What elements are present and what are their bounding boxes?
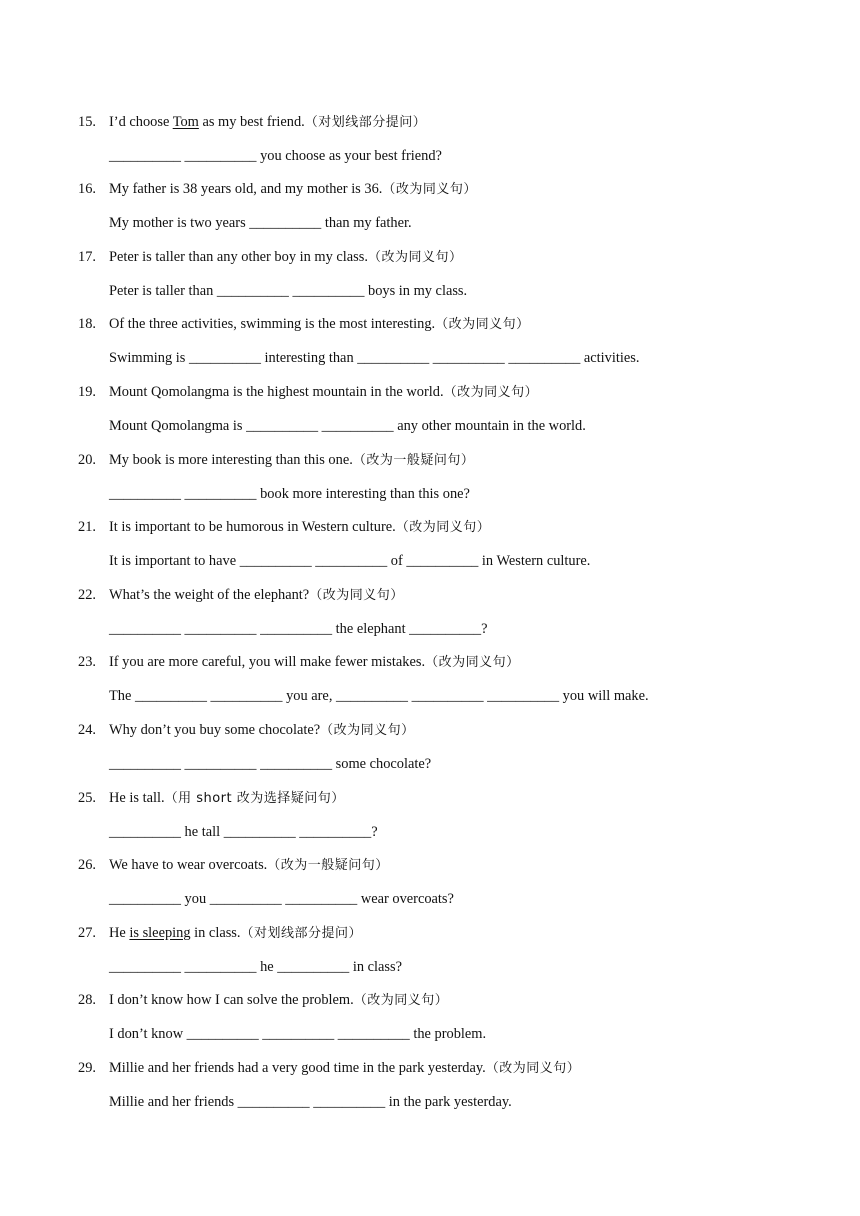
question-prompt: He is tall.（用 short 改为选择疑问句） [109,790,345,806]
question-prompt: Why don’t you buy some chocolate?（改为同义句） [109,722,415,738]
question-number: 19. [78,384,96,400]
answer-line: It is important to have __________ __________ of __________ in Western culture. [109,553,591,569]
question-prompt: I don’t know how I can solve the problem.（改为同义句） [109,992,449,1008]
question-number: 27. [78,925,96,941]
answer-line: __________ __________ you choose as your best friend? [109,148,442,164]
question-prompt: What’s the weight of the elephant?（改为同义句） [109,587,404,603]
answer-line: __________ __________ __________ some chocolate? [109,756,432,772]
answer-line: __________ __________ book more interesting than this one? [109,486,470,502]
question-number: 21. [78,519,96,535]
underlined-phrase: is sleeping [129,925,191,941]
answer-line: Swimming is __________ interesting than __________ __________ __________ activities. [109,350,640,366]
answer-line: My mother is two years __________ than my father. [109,215,412,231]
question-prompt: If you are more careful, you will make fewer mistakes.（改为同义句） [109,654,520,670]
question-number: 24. [78,722,96,738]
answer-line: Mount Qomolangma is __________ __________ any other mountain in the world. [109,418,586,434]
question-number: 15. [78,114,96,130]
instruction-note: （改为同义句） [395,520,491,535]
question-prompt: My father is 38 years old, and my mother is 36.（改为同义句） [109,181,477,197]
instruction-note: （改为同义句） [425,655,520,670]
answer-line: The __________ __________ you are, __________ __________ __________ you will make. [109,688,649,704]
question-prompt: He is sleeping in class.（对划线部分提问） [109,925,363,941]
instruction-note: （改为同义句） [443,385,539,400]
instruction-note: （改为同义句） [382,182,477,197]
instruction-note: （用 short 改为选择疑问句） [164,791,345,806]
instruction-note: （改为一般疑问句） [352,453,475,468]
instruction-note: （对划线部分提问） [240,926,363,941]
question-number: 17. [78,249,96,265]
question-number: 28. [78,992,96,1008]
answer-line: __________ __________ he __________ in class? [109,959,402,975]
instruction-note: （对划线部分提问） [304,115,427,130]
answer-line: Millie and her friends __________ __________ in the park yesterday. [109,1094,512,1110]
answer-line: __________ he tall __________ __________? [109,824,378,840]
question-prompt: Of the three activities, swimming is the most interesting.（改为同义句） [109,316,530,332]
answer-line: Peter is taller than __________ __________ boys in my class. [109,283,468,299]
question-number: 18. [78,316,96,332]
question-prompt: I’d choose Tom as my best friend.（对划线部分提问） [109,114,427,130]
question-prompt: Peter is taller than any other boy in my class.（改为同义句） [109,249,463,265]
instruction-note: （改为同义句） [353,993,449,1008]
question-number: 20. [78,452,96,468]
question-number: 16. [78,181,96,197]
instruction-note: （改为同义句） [435,317,530,332]
question-number: 25. [78,790,96,806]
question-prompt: Mount Qomolangma is the highest mountain in the world.（改为同义句） [109,384,539,400]
question-prompt: Millie and her friends had a very good time in the park yesterday.（改为同义句） [109,1060,581,1076]
answer-line: __________ you __________ __________ wear overcoats? [109,891,454,907]
answer-line: I don’t know __________ __________ __________ the problem. [109,1026,487,1042]
instruction-note: （改为同义句） [485,1061,581,1076]
underlined-phrase: Tom [172,114,199,130]
instruction-note: （改为同义句） [367,250,463,265]
question-prompt: It is important to be humorous in Western culture.（改为同义句） [109,519,491,535]
question-number: 29. [78,1060,96,1076]
question-prompt: My book is more interesting than this one.（改为一般疑问句） [109,452,475,468]
question-prompt: We have to wear overcoats.（改为一般疑问句） [109,857,389,873]
answer-line: __________ __________ __________ the elephant __________? [109,621,488,637]
instruction-note: （改为同义句） [309,588,404,603]
instruction-note: （改为同义句） [320,723,415,738]
question-number: 23. [78,654,96,670]
question-number: 26. [78,857,96,873]
instruction-note: （改为一般疑问句） [267,858,389,873]
question-number: 22. [78,587,96,603]
